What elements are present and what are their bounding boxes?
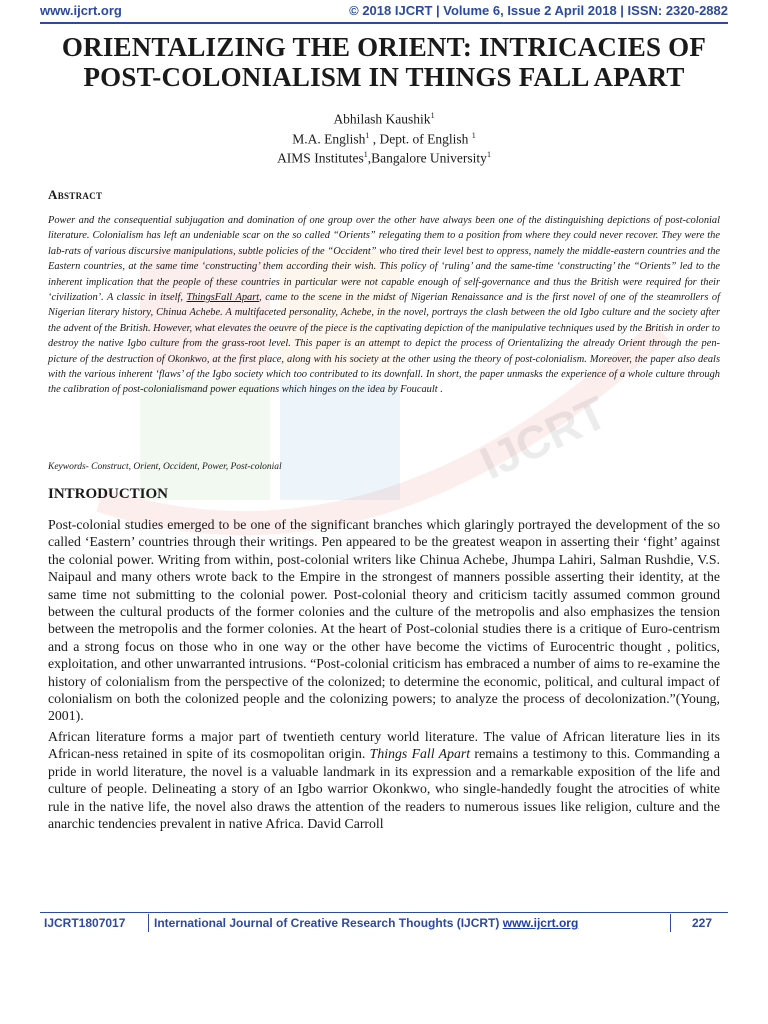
keywords: Keywords- Construct, Orient, Occident, Power, Post-colonial [48, 462, 282, 472]
author-degree-line: M.A. English$^1$ , Dept. of English $^1$ [292, 130, 476, 146]
title-line-1: ORIENTALIZING THE ORIENT: INTRICACIES OF [61, 32, 707, 62]
introduction-heading: INTRODUCTION [48, 486, 169, 502]
header-issue-info: © 2018 IJCRT | Volume 6, Issue 2 April 2018 | ISSN: 2320-2882 [349, 3, 728, 18]
title-line-2: POST-COLONIALISM IN THINGS FALL APART [83, 62, 685, 92]
watermark-blue-tile [280, 380, 400, 500]
abstract-heading: Abstract [48, 187, 103, 202]
header-website[interactable]: www.ijcrt.org [40, 3, 122, 18]
footer-separator [670, 914, 671, 932]
footer-website-link[interactable]: www.ijcrt.org [502, 916, 579, 930]
watermark-text: IJCRT [472, 385, 615, 490]
watermark-green-tile [140, 380, 270, 500]
page-header [40, 0, 728, 24]
footer-divider [40, 912, 728, 913]
paper-title [40, 32, 728, 92]
journal-name: International Journal of Creative Research Thoughts (IJCRT) www.ijcrt.org [154, 916, 579, 930]
author-affiliation-line: AIMS Institutes$^1$,Bangalore University$^1$ [277, 150, 491, 166]
abstract-text: Power and the consequential subjugation and domination of one group over the other have always been one of the distinguishing depictions of post-colonial literature. Colonialism has left an undeniable scar on the so called “Orients” relegating them to a position from where they could never recover. They were the lab-rats of various discursive manipulations, subtle policies of the “Occident” who tired their level best to oppress, namely the middle-eastern countries and the Eastern countries, at the same time ‘constructing’ them according their wish. This policy of ‘ruling’ and the same-time ‘constructing’ the “Orients” led to the inherent implication that the people of these countries in particular were not capable enough of self-governance and thus the British were required for their ‘civilization’. A classic in itself, ThingsFall Apart, came to the scene in the midst of Nigerian Renaissance and is the first novel of one of the steamrollers of Nigerian literary history, Chinua Achebe. A multifaceted personality, Achebe, in the novel, portrays the clash between the old Igbo culture and the society after the advent of the British. However, what elevates the oeuvre of the piece is the captivating depiction of the manipulative techniques used by the British in order to destroy the native Igbo culture from the grass-root level. This paper is an attempt to depict the process of Orientalizing the already Orient through the pen-picture of the destruction of Okonkwo, at the first place, along with his society at the other using the theory of post-colonialism. Moreover, the paper also deals with the various inherent ‘flaws’ of the Igbo society which too contributed to its downfall. In short, the paper unmasks the experience of a whole culture through the calibration of post-colonialismand power equations which hinges on the idea by Foucault . [48, 215, 720, 396]
introduction-paragraph-1: Post-colonial studies emerged to be one of the significant branches which glaringly portrayed the development of the so called ‘Eastern’ countries through their writings. Pen appeared to be the greatest weapon in asserting their ‘fight’ against the colonial power. Writing from within, post-colonial writers like Chinua Achebe, Jhumpa Lahiri, Salman Rushdie, V.S. Naipaul and many others wrote back to the Empire in the strongest of manners possible asserting their identity, at the same time not submitting to the colonial power. Post-colonial theory and criticism tacitly assumed common ground between the cultural products of the former colonies and the culture of the metropolis and also emphasizes the tension between the metropolis and the former colonies. At the heart of Post-colonial studies there is a critique of Euro-centrism and a strong focus on those who in one way or the other have become the victims of Eurocentric thought , politics, exploitation, and other unwarranted intrusions. “Post-colonial criticism has embraced a number of aims to re-examine the history of colonialism from the perspective of the colonized; to determine the economic, political, and cultural impact of colonialism on both the colonized people and the colonizing powers; to analyze the process of decolonization.”(Young, 2001). [48, 517, 720, 724]
page-number: 227 [691, 916, 712, 930]
author-name-line: Abhilash Kaushik$^1$ [333, 111, 435, 127]
introduction-paragraph-2: African literature forms a major part of twentieth century world literature. The value of African literature lies in its African-ness retained in spite of its cosmopolitan origin. Things Fall Apart remains a testimony to this. Commanding a pride in world literature, the novel is a valuable landmark in its expression and a remarkable exposition of the life and culture of people. Delineating a story of an Igbo warrior Okonkwo, who single-handedly fought the atrocities of white rule in the native life, the novel also draws the attention of the readers to numerous issues like religion, culture and the anarchic tendencies prevalent in native Africa. David Carroll [48, 729, 721, 832]
footer-separator [148, 914, 149, 932]
page-footer [44, 916, 724, 934]
paper-code: IJCRT1807017 [44, 916, 126, 930]
author-block [40, 108, 728, 167]
author-name: Abhilash Kaushik [333, 111, 431, 127]
book-title-underlined: ThingsFall Apart [186, 292, 260, 304]
